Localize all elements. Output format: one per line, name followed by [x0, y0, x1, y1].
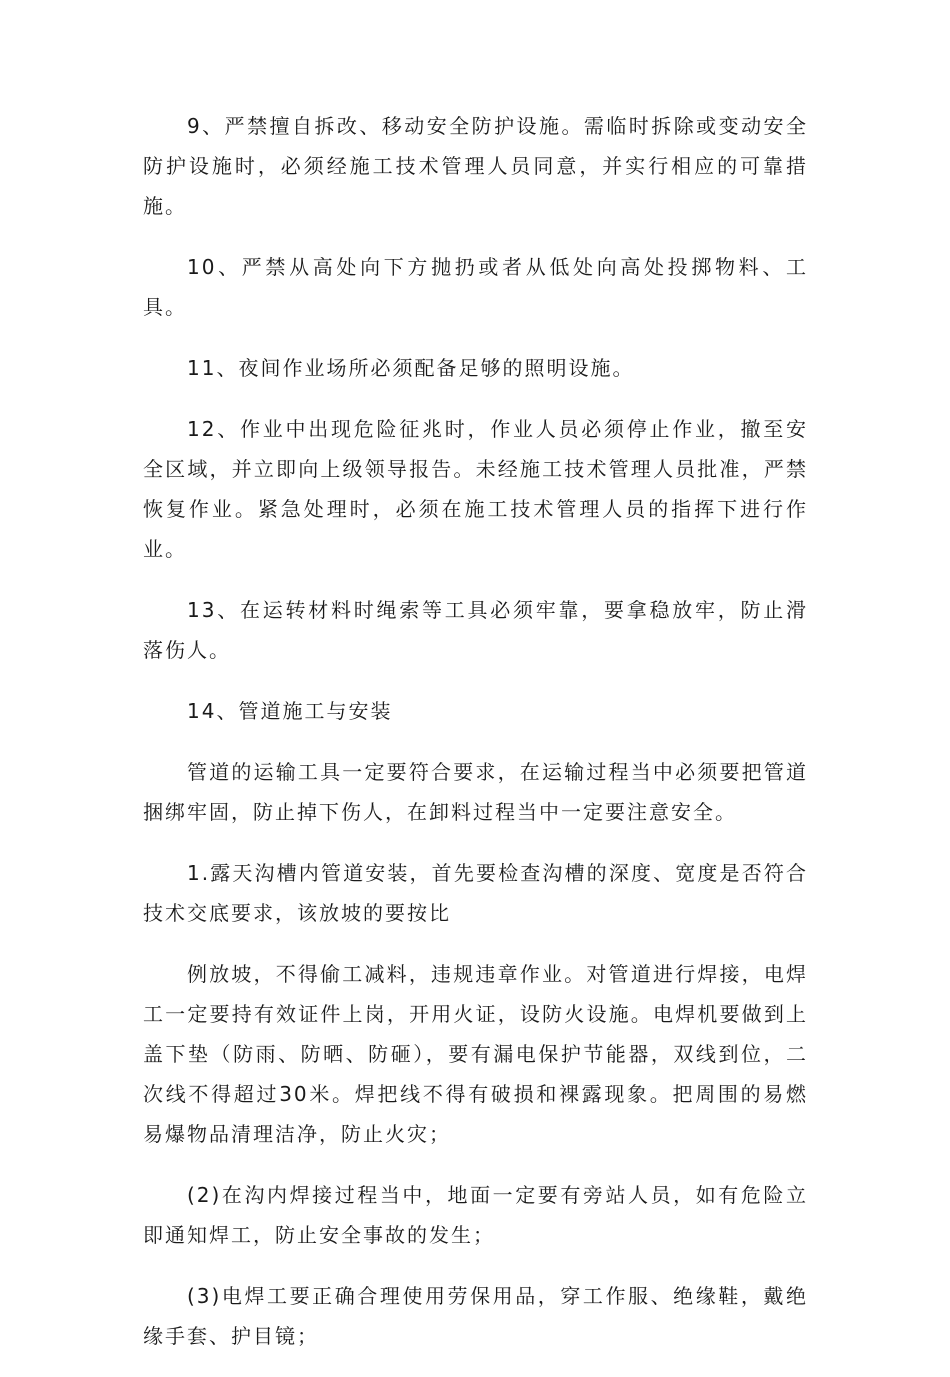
- paragraph-item-12: 12、作业中出现危险征兆时，作业人员必须停止作业，撤至安全区域，并立即向上级领导报告。未经施工技术管理人员批准，严禁恢复作业。紧急处理时，必须在施工技术管理人员的指挥下进行作业。: [143, 417, 808, 561]
- paragraph-transport: 管道的运输工具一定要符合要求，在运输过程当中必须要把管道捆绑牢固，防止掉下伤人，在卸料过程当中一定要注意安全。: [143, 760, 808, 824]
- paragraph-subitem-1: 1.露天沟槽内管道安装，首先要检查沟槽的深度、宽度是否符合技术交底要求，该放坡的要按比: [143, 861, 808, 925]
- paragraph-item-10: 10、严禁从高处向下方抛扔或者从低处向高处投掷物料、工具。: [143, 255, 808, 319]
- paragraph-subitem-3: (3)电焊工要正确合理使用劳保用品，穿工作服、绝缘鞋，戴绝缘手套、护目镜；: [143, 1284, 808, 1348]
- section-heading-14: 14、管道施工与安装: [187, 699, 393, 723]
- paragraph-item-11: 11、夜间作业场所必须配备足够的照明设施。: [187, 356, 635, 380]
- paragraph-subitem-1-continued: 例放坡，不得偷工减料，违规违章作业。对管道进行焊接，电焊工一定要持有效证件上岗，开用火证，设防火设施。电焊机要做到上盖下垫（防雨、防晒、防砸），要有漏电保护节能器，双线到位，二次线不得超过30米。焊把线不得有破损和裸露现象。把周围的易燃易爆物品清理洁净，防止火灾；: [143, 962, 808, 1146]
- paragraph-item-13: 13、在运转材料时绳索等工具必须牢靠，要拿稳放牢，防止滑落伤人。: [143, 598, 808, 662]
- paragraph-item-9: 9、严禁擅自拆改、移动安全防护设施。需临时拆除或变动安全防护设施时，必须经施工技术管理人员同意，并实行相应的可靠措施。: [143, 114, 808, 218]
- paragraph-subitem-2: (2)在沟内焊接过程当中，地面一定要有旁站人员，如有危险立即通知焊工，防止安全事故的发生；: [143, 1183, 808, 1247]
- document-body: [143, 106, 808, 1377]
